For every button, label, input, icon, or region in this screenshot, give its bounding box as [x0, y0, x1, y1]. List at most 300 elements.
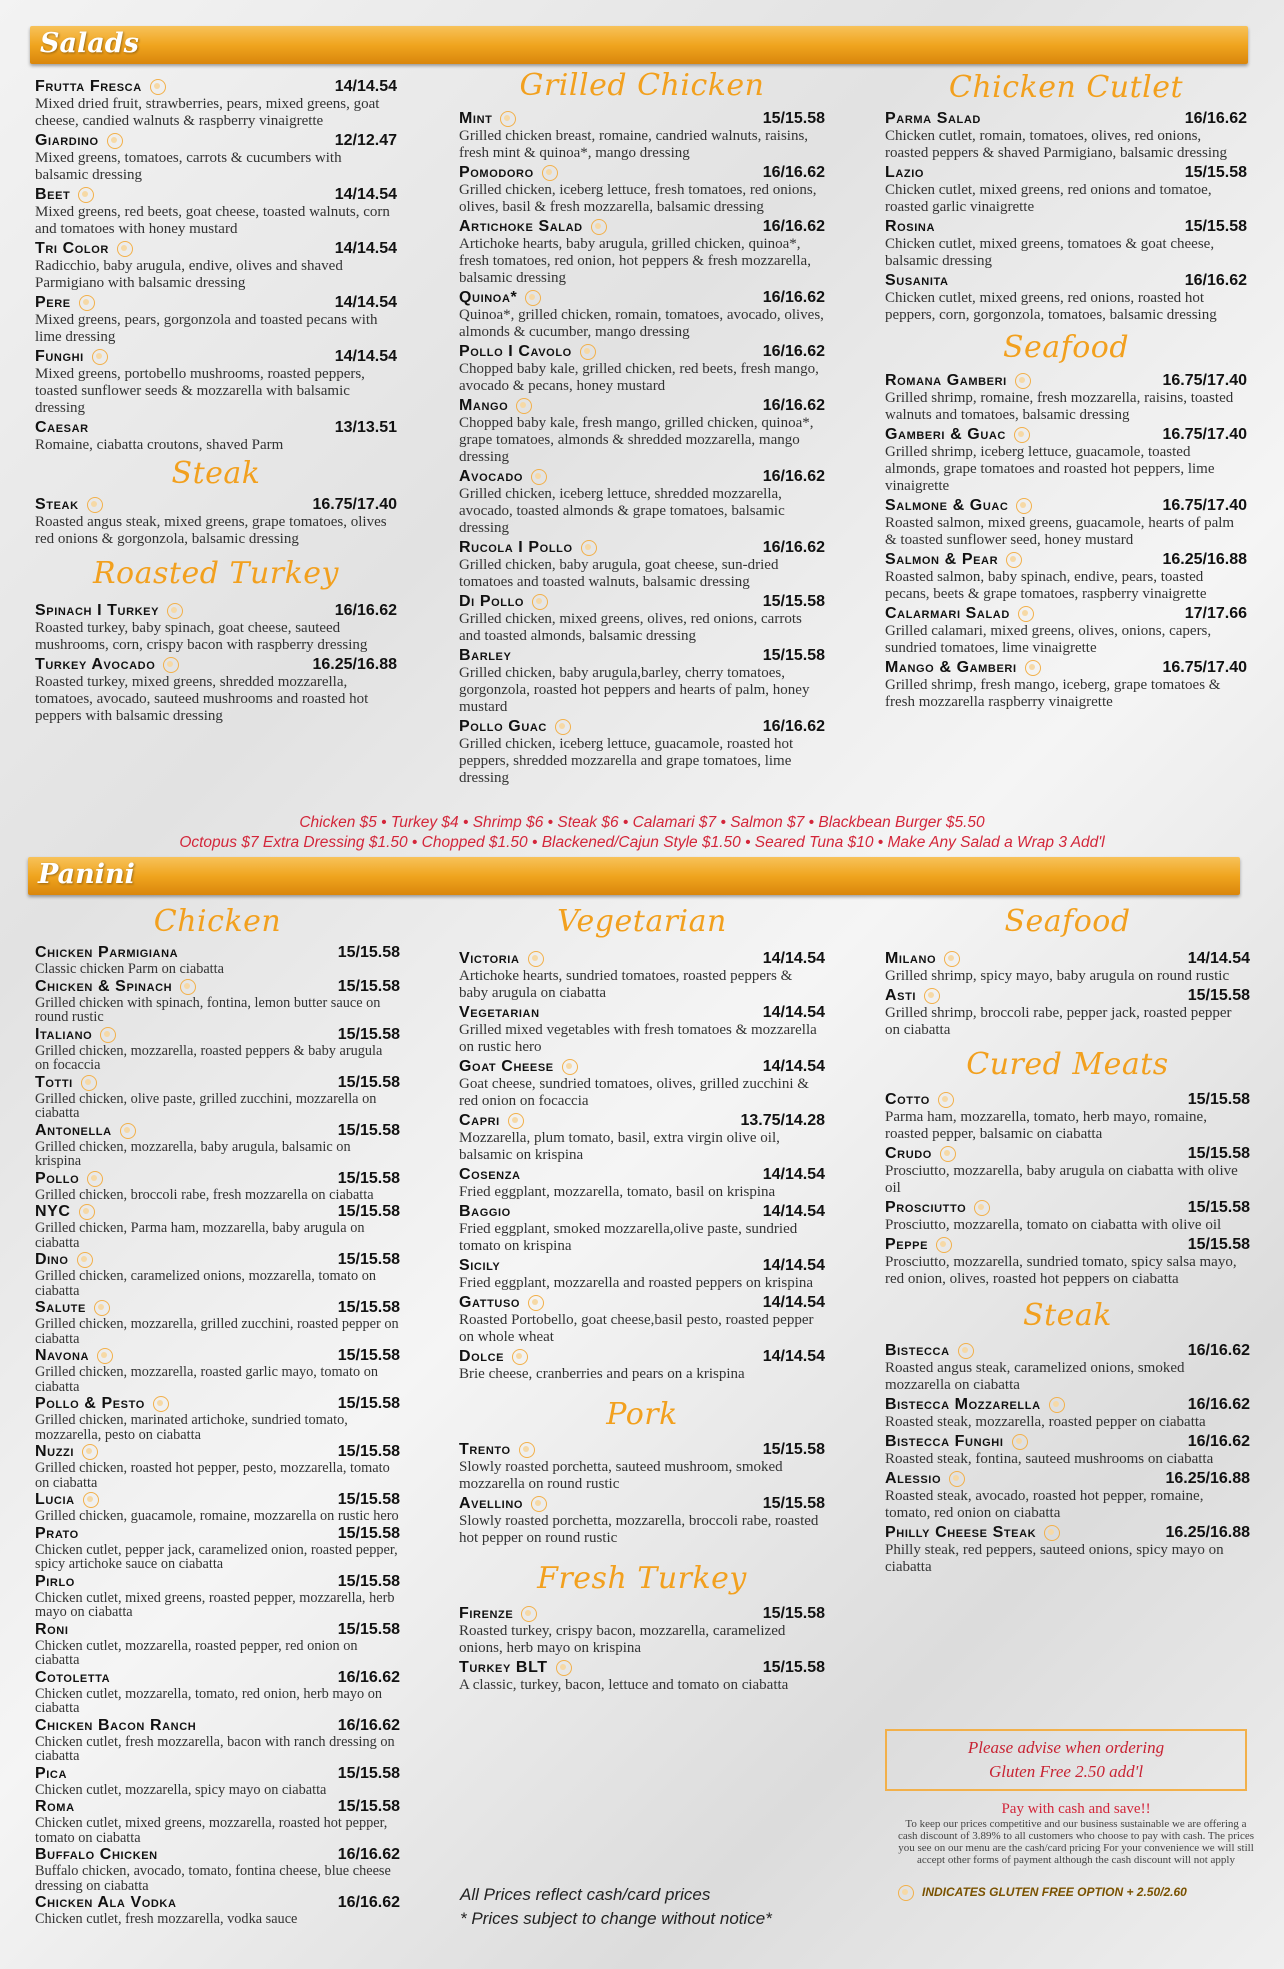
menu-item-price: 15/15.58	[337, 1169, 400, 1187]
menu-item-price: 14/14.54	[334, 348, 397, 365]
menu-item-header	[885, 950, 1250, 968]
menu-item	[35, 294, 397, 346]
menu-item-name: Buffalo Chicken	[35, 1846, 158, 1863]
menu-item	[35, 944, 400, 977]
menu-item	[459, 218, 825, 287]
menu-item-price: 15/15.58	[337, 1073, 400, 1091]
menu-item	[35, 1170, 400, 1203]
menu-item-description: Mixed greens, pears, gorgonzola and toasted pecans with lime dressing	[35, 312, 378, 345]
menu-item-description: Grilled chicken breast, romaine, candried walnuts, raisins, fresh mint & quinoa*, mango dressing	[459, 128, 809, 161]
menu-item-title	[35, 944, 178, 962]
menu-item-name: Goat Cheese	[459, 1058, 554, 1075]
menu-item-description: Grilled shrimp, iceberg lettuce, guacamole, toasted almonds, grape tomatoes and roasted hot peppers, lime vinaigrette	[885, 444, 1215, 494]
menu-item-title	[459, 110, 516, 128]
menu-item	[35, 1251, 400, 1298]
menu-group	[459, 950, 825, 1383]
menu-item-description: Chicken cutlet, pepper jack, caramelized onion, roasted pepper, spicy artichoke sauce on ciabatta	[35, 1541, 398, 1572]
menu-item-title	[459, 289, 541, 307]
menu-item-name: Roma	[35, 1798, 75, 1815]
menu-item-header	[885, 1091, 1250, 1109]
menu-group	[459, 1441, 825, 1547]
menu-group	[885, 372, 1247, 711]
menu-item-title	[459, 1659, 572, 1677]
menu-item-description: Grilled shrimp, spicy mayo, baby arugula on round rustic	[885, 968, 1230, 984]
menu-item-title	[459, 647, 511, 665]
menu-item	[35, 1765, 400, 1798]
menu-item-price: 16/16.62	[762, 397, 825, 414]
menu-item-price: 16/16.62	[1187, 1342, 1250, 1359]
menu-item-name: Firenze	[459, 1605, 514, 1622]
menu-item	[885, 1199, 1250, 1234]
menu-item-title	[885, 272, 949, 290]
menu-item	[885, 987, 1250, 1039]
gluten-free-icon	[1016, 498, 1032, 514]
menu-item-price: 16/16.62	[337, 1894, 400, 1911]
menu-item-name: Sicily	[459, 1257, 501, 1274]
menu-item	[35, 348, 397, 417]
menu-item-description: Grilled chicken, caramelized onions, mozzarella, tomato on ciabatta	[35, 1268, 377, 1299]
menu-item-header	[35, 1251, 400, 1269]
menu-item-name: Vegetarian	[459, 1004, 540, 1021]
gluten-notice-line-1: Please advise when ordering	[967, 1738, 1165, 1757]
gluten-free-icon	[94, 1300, 110, 1316]
menu-item-header	[885, 1396, 1250, 1414]
menu-item-price: 13.75/14.28	[740, 1112, 825, 1129]
gluten-free-icon	[924, 988, 940, 1004]
menu-item-description: Grilled chicken, iceberg lettuce, shredded mozzarella, avocado, toasted almonds & grape tomatoes, balsamic dressing	[459, 486, 785, 536]
menu-item-description: Roasted steak, avocado, roasted hot pepper, romaine, tomato, red onion on ciabatta	[885, 1488, 1204, 1521]
menu-item	[885, 1524, 1250, 1576]
menu-item-title	[35, 1765, 67, 1783]
subheading-seafood: Seafood	[1004, 904, 1131, 939]
menu-item-header	[459, 1112, 825, 1130]
gluten-free-icon	[1006, 552, 1022, 568]
menu-item-name: Lucia	[35, 1491, 75, 1508]
menu-item-description: Mozzarella, plum tomato, basil, extra virgin olive oil, balsamic on krispina	[459, 1130, 780, 1163]
menu-item-title	[35, 1621, 69, 1639]
menu-item-name: Trento	[459, 1441, 511, 1458]
menu-item-description: Roasted turkey, crispy bacon, mozzarella, caramelized onions, herb mayo on krispina	[459, 1623, 786, 1656]
menu-item-name: Pollo Guac	[459, 718, 547, 735]
menu-item	[35, 1798, 400, 1845]
menu-item-header	[885, 551, 1247, 569]
menu-item-description: Romaine, ciabatta croutons, shaved Parm	[35, 437, 284, 453]
menu-item	[459, 1203, 825, 1255]
menu-item-title	[35, 1798, 75, 1816]
gluten-free-icon	[83, 1492, 99, 1508]
menu-item-header	[459, 950, 825, 968]
menu-item-description: Grilled shrimp, romaine, fresh mozzarella, raisins, toasted walnuts and tomatoes, balsamic dressing	[885, 390, 1234, 423]
menu-item-price: 15/15.58	[762, 1605, 825, 1622]
menu-item-name: Lazio	[885, 164, 925, 181]
menu-item-name: Avellino	[459, 1495, 524, 1512]
menu-item-description: Grilled chicken, baby arugula, goat cheese, sun-dried tomatoes and toasted walnuts, balsamic dressing	[459, 557, 779, 590]
gluten-free-icon	[528, 951, 544, 967]
gluten-free-icon	[936, 1237, 952, 1253]
menu-item-price: 15/15.58	[1184, 164, 1247, 181]
menu-item-name: Artichoke Salad	[459, 218, 583, 235]
gluten-notice-line-2: Gluten Free 2.50 add'l	[988, 1762, 1144, 1781]
menu-item-title	[459, 950, 544, 968]
menu-item-header	[459, 1659, 825, 1677]
menu-item-name: Mango & Gamberi	[885, 659, 1017, 676]
menu-item	[459, 110, 825, 162]
menu-group	[885, 1091, 1250, 1288]
menu-item-title	[885, 605, 1034, 623]
menu-item-header	[885, 1236, 1250, 1254]
panini-column-2	[459, 900, 825, 1696]
menu-item	[459, 1495, 825, 1547]
gluten-free-icon	[1015, 373, 1031, 389]
menu-item-title	[35, 1717, 196, 1735]
menu-item-title	[35, 1573, 75, 1591]
menu-item-description: Chopped baby kale, fresh mango, grilled chicken, quinoa*, grape tomatoes, almonds & shredded mozzarella, mango dressing	[459, 415, 814, 465]
menu-item	[459, 289, 825, 341]
menu-item-header	[35, 1443, 400, 1461]
panini-column-1	[35, 900, 400, 1928]
menu-item-price: 15/15.58	[337, 1347, 400, 1364]
menu-item-name: Prosciutto	[885, 1199, 967, 1216]
cash-discount-notice	[896, 1800, 1256, 1866]
menu-item-header	[885, 1433, 1250, 1451]
menu-item-header	[885, 164, 1247, 182]
menu-item-title	[885, 1470, 965, 1488]
menu-item-description: Grilled chicken, mozzarella, roasted peppers & baby arugula on focaccia	[35, 1042, 383, 1073]
menu-item-name: Beet	[35, 186, 71, 203]
menu-item-price: 14/14.54	[762, 1058, 825, 1075]
menu-item-name: Parma Salad	[885, 110, 981, 127]
menu-item-price: 14/14.54	[762, 1257, 825, 1274]
menu-item-name: Romana Gamberi	[885, 372, 1007, 389]
menu-item	[459, 647, 825, 716]
menu-item-price: 16.75/17.40	[1162, 426, 1247, 443]
menu-item-price: 15/15.58	[337, 1395, 400, 1412]
menu-item-header	[35, 1299, 400, 1317]
menu-item-description: Mixed dried fruit, strawberries, pears, mixed greens, goat cheese, candied walnuts & raspberry vinaigrette	[35, 96, 380, 129]
menu-item	[35, 978, 400, 1025]
menu-item-name: Asti	[885, 987, 917, 1004]
menu-item-description: Mixed greens, red beets, goat cheese, toasted walnuts, corn and tomatoes with honey mustard	[35, 204, 390, 237]
menu-item-title	[459, 718, 571, 736]
menu-item-header	[35, 602, 397, 620]
menu-item-header	[35, 1798, 400, 1816]
menu-item	[885, 1342, 1250, 1394]
menu-item-header	[35, 1669, 400, 1687]
menu-item	[459, 950, 825, 1002]
gluten-free-icon	[107, 133, 123, 149]
menu-item-title	[885, 1524, 1060, 1542]
menu-item-name: Calarmari Salad	[885, 605, 1010, 622]
menu-item-title	[35, 1347, 113, 1365]
menu-item-header	[885, 987, 1250, 1005]
menu-item-title	[35, 1669, 110, 1687]
menu-item	[35, 1525, 400, 1572]
menu-item-header	[35, 944, 400, 962]
menu-item-header	[885, 1470, 1250, 1488]
menu-item	[459, 1441, 825, 1493]
menu-item-header	[35, 1203, 400, 1221]
menu-item	[459, 397, 825, 466]
menu-item-header	[35, 1765, 400, 1783]
gluten-free-icon	[898, 1885, 914, 1901]
gluten-free-icon	[519, 1442, 535, 1458]
menu-item-description: Roasted angus steak, mixed greens, grape tomatoes, olives red onions & gorgonzola, balsamic dressing	[35, 514, 387, 547]
menu-item-name: Quinoa*	[459, 289, 518, 306]
menu-item-price: 15/15.58	[762, 110, 825, 127]
menu-item-description: Artichoke hearts, baby arugula, grilled chicken, quinoa*, fresh tomatoes, red onion, hot peppers & fresh mozzarella, balsamic dressing	[459, 236, 811, 286]
gluten-free-icon	[163, 657, 179, 673]
menu-item-header	[459, 1166, 825, 1184]
menu-item-header	[459, 593, 825, 611]
menu-item-header	[35, 1894, 400, 1912]
gluten-free-icon	[528, 1295, 544, 1311]
menu-item-title	[459, 164, 558, 182]
menu-item-name: Mango	[459, 397, 509, 414]
menu-item-header	[885, 1145, 1250, 1163]
menu-item-title	[35, 496, 103, 514]
menu-item-name: Pollo I Cavolo	[459, 343, 572, 360]
menu-item-name: Turkey Avocado	[35, 656, 156, 673]
menu-item-name: Peppe	[885, 1236, 929, 1253]
menu-item-title	[459, 218, 607, 236]
gluten-free-icon	[516, 398, 532, 414]
gluten-free-icon	[117, 241, 133, 257]
menu-item-price: 14/14.54	[762, 1004, 825, 1021]
menu-item-name: Caesar	[35, 419, 89, 436]
gluten-free-icon	[92, 349, 108, 365]
menu-item-price: 15/15.58	[337, 977, 400, 995]
menu-item-title	[885, 659, 1041, 677]
gluten-free-icon	[555, 719, 571, 735]
gluten-free-icon	[532, 594, 548, 610]
menu-item-title	[885, 987, 940, 1005]
menu-item-description: Fried eggplant, mozzarella and roasted peppers on krispina	[459, 1275, 814, 1291]
menu-item-description: Roasted turkey, baby spinach, goat cheese, sauteed mushrooms, corn, crispy bacon with raspberry dressing	[35, 620, 368, 653]
subheading-steak: Steak	[171, 456, 261, 491]
menu-item-name: Victoria	[459, 950, 520, 967]
addons-line-1: Chicken $5 • Turkey $4 • Shrimp $6 • Steak $6 • Calamari $7 • Salmon $7 • Blackbean Burger $5.50	[299, 814, 985, 831]
menu-item-name: Milano	[885, 950, 937, 967]
menu-item-title	[35, 240, 133, 258]
menu-item	[35, 132, 397, 184]
salad-addons	[0, 813, 1284, 853]
menu-item-description: Prosciutto, mozzarella, sundried tomato, spicy salsa mayo, red onion, olives, roasted hot peppers on ciabatta	[885, 1254, 1237, 1287]
menu-item-name: Cotto	[885, 1091, 930, 1108]
menu-item-name: Rucola I Pollo	[459, 539, 573, 556]
menu-item-name: Salute	[35, 1299, 86, 1316]
menu-item-header	[459, 1058, 825, 1076]
menu-group	[35, 602, 397, 725]
menu-item-price: 16/16.62	[337, 1846, 400, 1863]
menu-item-name: Gattuso	[459, 1294, 521, 1311]
menu-item-description: Chicken cutlet, mozzarella, tomato, red onion, herb mayo on ciabatta	[35, 1685, 382, 1716]
subheading-pork: Pork	[606, 1397, 678, 1432]
menu-item	[459, 1605, 825, 1657]
menu-item-description: Grilled chicken, mixed greens, olives, red onions, carrots and toasted almonds, balsamic dressing	[459, 611, 802, 644]
footer-line-1: All Prices reflect cash/card prices	[460, 1885, 711, 1904]
menu-item	[35, 1717, 400, 1764]
menu-item-header	[459, 1203, 825, 1221]
gluten-free-icon	[580, 344, 596, 360]
menu-item-price: 15/15.58	[762, 1441, 825, 1458]
menu-group	[35, 944, 400, 1927]
menu-item	[35, 1669, 400, 1716]
menu-item	[35, 1299, 400, 1346]
menu-item-name: Pirlo	[35, 1572, 75, 1590]
menu-item-title	[459, 397, 532, 415]
salads-heading: Salads	[40, 28, 139, 59]
menu-item-price: 16.25/16.88	[1165, 1470, 1250, 1487]
menu-item	[35, 240, 397, 292]
menu-item-name: Pomodoro	[459, 164, 534, 181]
menu-item-header	[35, 1717, 400, 1735]
menu-group	[35, 496, 397, 548]
menu-item-name: Antonella	[35, 1121, 112, 1139]
menu-item-description: Grilled chicken, guacamole, romaine, mozzarella on rustic hero	[35, 1508, 399, 1524]
menu-item-name: Bistecca Funghi	[885, 1433, 1004, 1450]
menu-item-title	[885, 950, 960, 968]
menu-item-title	[35, 186, 94, 204]
gluten-free-icon	[180, 979, 196, 995]
menu-item-description: Roasted turkey, mixed greens, shredded mozzarella, tomatoes, avocado, sauteed mushrooms and roasted hot peppers with balsamic dressing	[35, 674, 369, 724]
menu-item-header	[459, 718, 825, 736]
menu-item-name: Philly Cheese Steak	[885, 1524, 1037, 1541]
menu-item-name: Spinach I Turkey	[35, 602, 160, 619]
menu-item-title	[885, 1199, 990, 1217]
menu-item-name: Giardino	[35, 132, 99, 149]
gluten-free-icon	[79, 1204, 95, 1220]
gluten-free-icon	[1044, 1525, 1060, 1541]
menu-item-price: 15/15.58	[337, 1299, 400, 1316]
menu-item-description: Grilled chicken, iceberg lettuce, fresh tomatoes, red onions, olives, basil & fresh mozzarella, balsamic dressing	[459, 182, 817, 215]
menu-group	[35, 78, 397, 454]
menu-item	[885, 426, 1247, 495]
menu-item	[35, 186, 397, 238]
subheading-steak: Steak	[1023, 1298, 1112, 1333]
menu-item	[459, 1659, 825, 1694]
menu-item-description: Roasted salmon, baby spinach, endive, pears, toasted pecans, beets & grape tomatoes, raspberry vinaigrette	[885, 569, 1207, 602]
menu-item-name: Cotoletta	[35, 1668, 111, 1686]
menu-item-price: 15/15.58	[1187, 1236, 1250, 1253]
menu-item	[885, 551, 1247, 603]
menu-item-title	[35, 1894, 177, 1912]
gluten-free-icon	[1012, 1434, 1028, 1450]
menu-item-description: Grilled chicken, broccoli rabe, fresh mozzarella on ciabatta	[35, 1186, 374, 1203]
menu-group	[459, 1605, 825, 1694]
menu-item-price: 16.75/17.40	[1162, 659, 1247, 676]
gluten-free-icon	[1018, 606, 1034, 622]
menu-item-description: Fried eggplant, mozzarella, tomato, basil on krispina	[459, 1184, 776, 1200]
menu-item-description: Grilled chicken, mozzarella, grilled zucchini, roasted pepper on ciabatta	[35, 1316, 399, 1347]
menu-item-title	[459, 468, 547, 486]
menu-item-price: 16/16.62	[762, 164, 825, 181]
gluten-free-legend	[896, 1885, 1258, 1901]
menu-item-price: 15/15.58	[337, 1025, 400, 1043]
salads-column-3	[885, 66, 1247, 713]
gluten-free-icon	[500, 111, 516, 127]
menu-item-name: Capri	[459, 1112, 500, 1129]
menu-item-name: NYC	[35, 1203, 71, 1220]
menu-item	[459, 539, 825, 591]
menu-item-description: Chicken cutlet, romain, tomatoes, olives, red onions, roasted peppers & shaved Parmigiano, balsamic dressing	[885, 128, 1227, 161]
menu-item	[459, 468, 825, 537]
menu-item-price: 15/15.58	[337, 1443, 400, 1460]
menu-item-price: 15/15.58	[762, 1659, 825, 1676]
menu-item-price: 14/14.54	[334, 294, 397, 311]
menu-item-price: 16/16.62	[762, 343, 825, 360]
menu-item-price: 16/16.62	[762, 468, 825, 485]
menu-item-header	[885, 110, 1247, 128]
menu-item	[459, 1294, 825, 1346]
menu-item-title	[885, 372, 1031, 390]
menu-item-title	[35, 1299, 110, 1317]
menu-item-title	[885, 1145, 956, 1163]
menu-item-description: Chicken cutlet, mixed greens, tomatoes & goat cheese, balsamic dressing	[885, 236, 1215, 269]
menu-item-description: Roasted angus steak, caramelized onions, smoked mozzarella on ciabatta	[885, 1360, 1185, 1393]
menu-item-name: Di Pollo	[459, 593, 525, 610]
menu-item-title	[35, 1525, 79, 1543]
menu-item-price: 17/17.66	[1184, 605, 1247, 622]
menu-item-name: Chicken Ala Vodka	[35, 1894, 177, 1911]
menu-item-description: Grilled chicken, olive paste, grilled zucchini, mozzarella on ciabatta	[35, 1090, 377, 1121]
menu-item-header	[35, 496, 397, 514]
gluten-free-icon	[531, 469, 547, 485]
menu-item-price: 16/16.62	[1184, 110, 1247, 127]
menu-item-title	[35, 978, 196, 996]
menu-item-name: Crudo	[885, 1145, 932, 1162]
menu-item-price: 14/14.54	[762, 1166, 825, 1183]
menu-item-header	[35, 1347, 400, 1365]
menu-item-title	[459, 1441, 535, 1459]
gluten-free-icon	[79, 295, 95, 311]
menu-item-title	[459, 1257, 500, 1275]
gluten-free-icon	[542, 165, 558, 181]
menu-item-title	[35, 1074, 97, 1092]
menu-item	[885, 218, 1247, 270]
gluten-free-icon	[591, 219, 607, 235]
menu-item-header	[459, 343, 825, 361]
menu-item	[35, 1894, 400, 1927]
gluten-free-icon	[531, 1496, 547, 1512]
gluten-free-icon	[944, 951, 960, 967]
menu-item-description: Chopped baby kale, grilled chicken, red beets, fresh mango, avocado & pecans, honey mustard	[459, 361, 819, 394]
menu-item	[459, 1348, 825, 1383]
gluten-free-notice	[885, 1729, 1247, 1791]
menu-item-name: Chicken Parmigiana	[35, 944, 179, 961]
gluten-free-icon	[1025, 660, 1041, 676]
menu-item-price: 15/15.58	[1187, 1091, 1250, 1108]
menu-item-header	[885, 605, 1247, 623]
menu-item-description: Quinoa*, grilled chicken, romain, tomatoes, avocado, olives, almonds & cucumber, mango dressing	[459, 307, 824, 340]
menu-item	[885, 1145, 1250, 1197]
menu-item-header	[35, 1170, 400, 1188]
menu-item-price: 16.75/17.40	[1162, 372, 1247, 389]
menu-item-name: Italiano	[35, 1025, 93, 1043]
menu-item	[35, 1491, 400, 1524]
menu-item-name: Steak	[35, 496, 79, 513]
menu-item-price: 14/14.54	[334, 240, 397, 257]
menu-item-price: 15/15.58	[1187, 987, 1250, 1004]
menu-item-header	[35, 294, 397, 312]
gluten-free-icon	[521, 1606, 537, 1622]
menu-item-price: 15/15.58	[1184, 218, 1247, 235]
menu-item-header	[35, 78, 397, 96]
menu-item-header	[885, 659, 1247, 677]
menu-item	[35, 419, 397, 454]
menu-item-price: 16.25/16.88	[1165, 1524, 1250, 1541]
menu-item-price: 14/14.54	[762, 950, 825, 967]
subheading-seafood: Seafood	[1002, 330, 1130, 365]
